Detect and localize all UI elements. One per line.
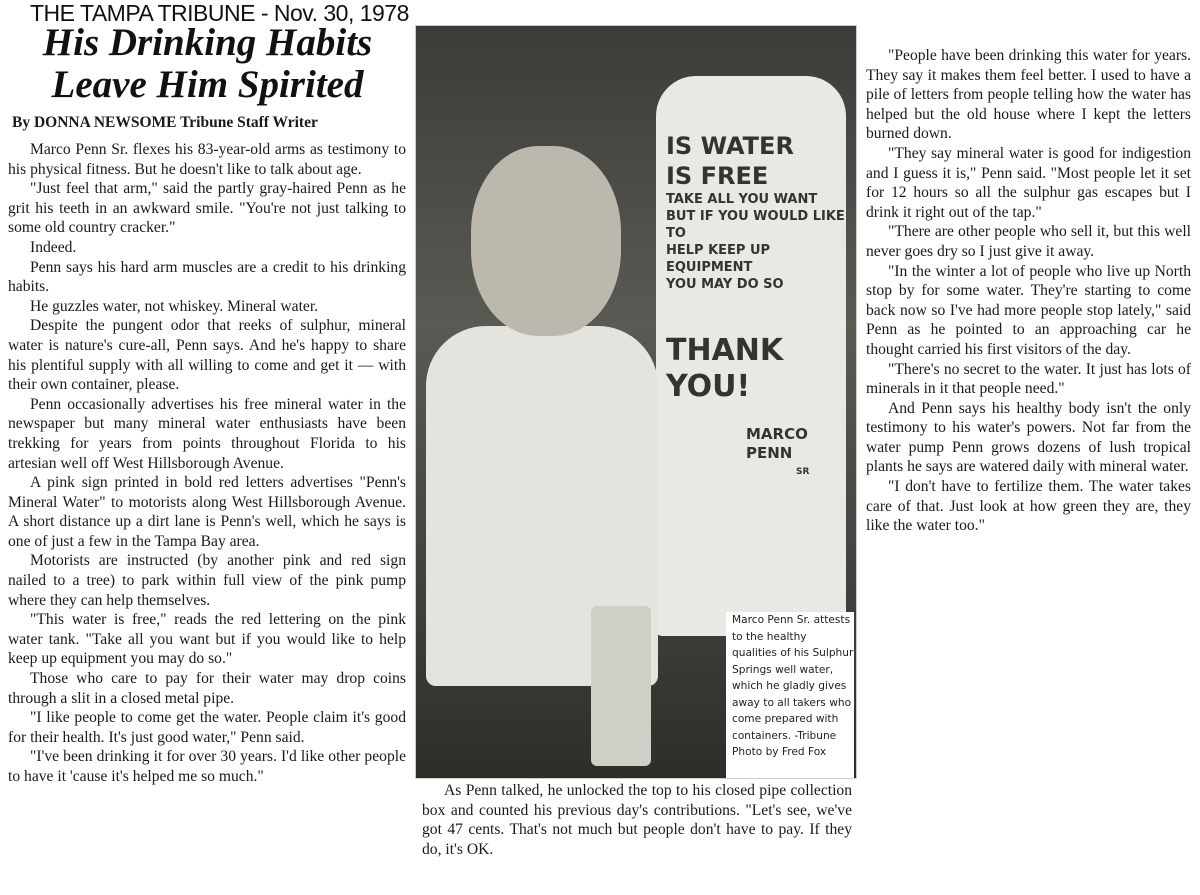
water-glass xyxy=(591,606,651,766)
paragraph: "I've been drinking it for over 30 years. I'd like other people to have it 'cause it's helped me so much." xyxy=(8,748,406,785)
paragraph: Marco Penn Sr. flexes his 83-year-old arms as testimony to his physical fitness. But he doesn't like to talk about age. xyxy=(8,141,406,178)
paragraph: "I like people to come get the water. People claim it's good for their health. It's just good water," Penn said. xyxy=(8,709,406,746)
man-figure xyxy=(426,136,661,776)
paragraph: As Penn talked, he unlocked the top to his closed pipe collection box and counted his previous day's contributions. "Let's see, we've got 47 cents. That's not much but people don't have to pay. If they do, it's OK. xyxy=(422,782,852,858)
paragraph: Motorists are instructed (by another pink and red sign nailed to a tree) to park within full view of the pink pump where they can help themselves. xyxy=(8,552,406,609)
sign-line: TAKE ALL YOU WANT xyxy=(666,192,818,207)
paragraph: "I don't have to fertilize them. The water takes care of that. Just look at how green they are, they like the water too." xyxy=(866,478,1191,535)
paragraph: Penn occasionally advertises his free mineral water in the newspaper but many mineral water enthusiasts have been trekking for years from points throughout Florida to his artesian well off West Hillsborough Avenue. xyxy=(8,395,406,472)
paragraph: "In the winter a lot of people who live up North stop by for some water. They're starting to come back now so I've had more people stop lately," said Penn as he pointed to an approaching car he thought carried his first visitors of the day. xyxy=(866,262,1191,358)
sign-line: IS FREE xyxy=(666,162,769,190)
sign-name-line: SR xyxy=(796,467,810,477)
sign-line: IS WATER xyxy=(666,132,794,160)
paragraph: "People have been drinking this water for years. They say it makes them feel better. I used to have a pile of letters from people telling how the water has helped but the old house where I kept the letters burned down. xyxy=(866,47,1191,143)
sign-line: HELP KEEP UP EQUIPMENT xyxy=(666,243,771,275)
paragraph: Indeed. xyxy=(30,238,77,256)
paragraph: "Just feel that arm," said the partly gray-haired Penn as he grit his teeth in an awkward smile. "You're not just talking to some old country cracker." xyxy=(8,180,406,237)
headline xyxy=(10,22,405,106)
sign-thanks xyxy=(666,333,846,405)
sign-thanks-line: THANK xyxy=(666,333,784,368)
middle-column xyxy=(422,781,852,859)
paragraph: A pink sign printed in bold red letters advertises "Penn's Mineral Water" to motorists along West Hillsborough Avenue. A short distance up a dirt lane is Penn's well, which he says is one of just a few in the Tampa Bay area. xyxy=(8,474,406,550)
sign-name-line: PENN xyxy=(746,444,793,462)
headline-line-2: Leave Him Spirited xyxy=(51,63,364,106)
sign-line: YOU MAY DO SO xyxy=(666,277,784,292)
photo-caption: Marco Penn Sr. attests to the healthy qualities of his Sulphur Springs well water, which he gladly gives away to all takers who come prepared with containers. -Tribune Photo by Fred Fox xyxy=(726,612,854,778)
paragraph: "There's no secret to the water. It just has lots of minerals in it that people need." xyxy=(866,360,1191,398)
paragraph: "This water is free," reads the red lettering on the pink water tank. "Take all you want but if you would like to help keep up equipment you may do so." xyxy=(8,611,406,668)
left-column xyxy=(8,140,406,787)
paragraph: Penn says his hard arm muscles are a credit to his drinking habits. xyxy=(8,258,406,296)
right-column xyxy=(866,46,1191,536)
paragraph: And Penn says his healthy body isn't the only testimony to his water's powers. Not far from the water pump Penn grows dozens of lush tropical plants he says are watered daily with mineral water. xyxy=(866,399,1191,476)
paragraph: "They say mineral water is good for indigestion and I guess it is," Penn said. "Most people let it set for 12 hours so all the sulphur gas escapes but I drink it right out of the tap." xyxy=(866,144,1191,221)
paragraph: He guzzles water, not whiskey. Mineral water. xyxy=(30,297,319,315)
paragraph: Those who care to pay for their water may drop coins through a slit in a closed metal pipe. xyxy=(8,670,406,707)
sign-line: BUT IF YOU WOULD LIKE TO xyxy=(666,209,845,241)
sign-name-line: MARCO xyxy=(746,425,808,443)
tank-sign xyxy=(666,131,846,482)
head xyxy=(471,146,621,336)
masthead: THE TAMPA TRIBUNE - Nov. 30, 1978 xyxy=(30,0,409,26)
headline-line-1: His Drinking Habits xyxy=(42,21,373,64)
paragraph: Despite the pungent odor that reeks of sulphur, mineral water is nature's cure-all, Penn says. And he's happy to share his plentiful supply with all willing to come and get it — with their own container, please. xyxy=(8,317,406,394)
byline: By DONNA NEWSOME Tribune Staff Writer xyxy=(12,114,318,131)
sign-thanks-line: YOU! xyxy=(666,369,751,404)
paragraph: "There are other people who sell it, but this well never goes dry so I just give it away. xyxy=(866,223,1191,260)
sign-name xyxy=(746,425,846,482)
